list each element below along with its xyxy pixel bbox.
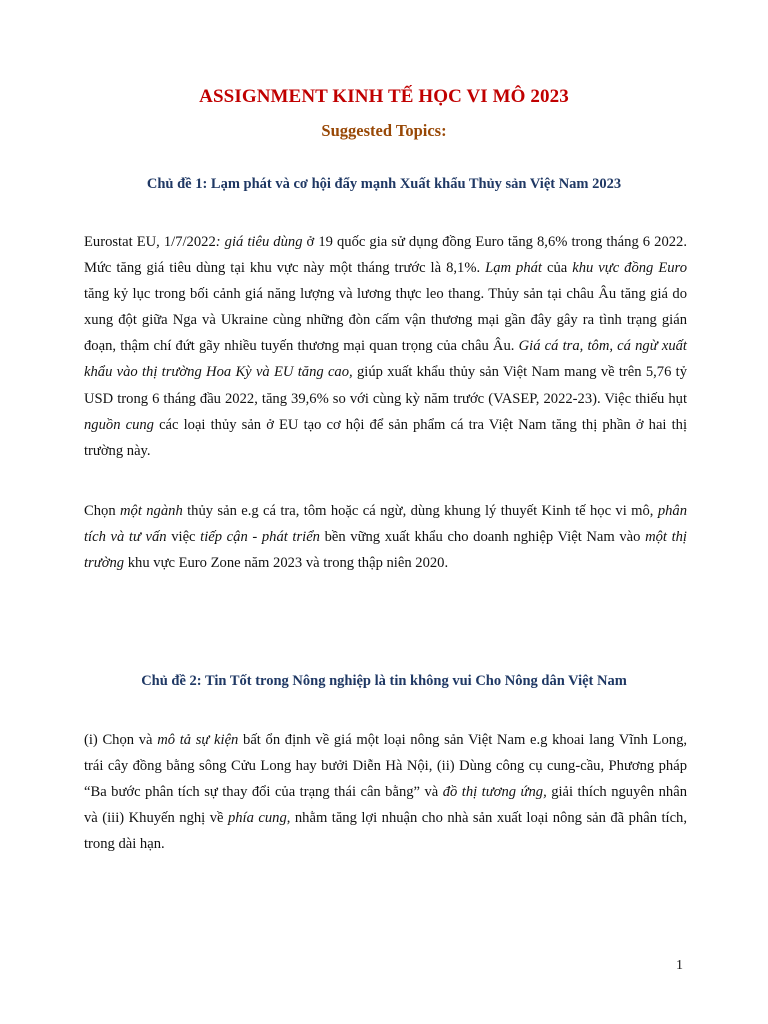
text-run: khu vực đồng Euro xyxy=(572,260,687,277)
text-run: ở 19 quốc gia sử dụng đồng Euro tăng 8,6% trong tháng 6 2022. Mức tăng giá tiêu dùng tại khu vực này một tháng trước là 8,1%. xyxy=(84,234,687,277)
text-run: , nhằm tăng lợi nhuận cho nhà sản xuất loại nông sản đã phân tích, trong dài hạn. xyxy=(84,810,687,853)
text-run: đồ thị tương ứng, xyxy=(442,784,547,801)
page-number: 1 xyxy=(676,958,683,973)
topic-1-heading: Chủ đề 1: Lạm phát và cơ hội đẩy mạnh Xuất khẩu Thủy sản Việt Nam 2023 xyxy=(146,176,622,192)
topic-1-paragraph-2 xyxy=(84,498,687,576)
text-run: phía cung xyxy=(227,810,287,827)
text-run: một thị trường xyxy=(84,529,687,572)
text-run: của xyxy=(542,260,573,277)
text-run: khu vực Euro Zone năm 2023 và trong thập niên 2020. xyxy=(124,555,449,572)
text-run: nguồn cung xyxy=(84,416,154,433)
text-run: thủy sản e.g cá tra, tôm hoặc cá ngừ, dùng khung lý thuyết Kinh tế học vi mô, xyxy=(182,503,658,519)
text-run: Giá cá tra, tôm, cá ngừ xuất khẩu vào thị trường Hoa Kỳ và EU tăng cao, xyxy=(84,338,687,381)
topic-2-heading: Chủ đề 2: Tin Tốt trong Nông nghiệp là tin không vui Cho Nông dân Việt Nam xyxy=(141,673,627,689)
text-run: Eurostat EU, 1/7/2022 xyxy=(84,234,216,250)
topic-1-paragraph-1 xyxy=(84,229,687,464)
document-subtitle: Suggested Topics: xyxy=(321,121,447,140)
text-run: một ngành xyxy=(120,503,183,519)
text-run: Lạm phát xyxy=(485,260,542,277)
text-run: giúp xuất khẩu thủy sản Việt Nam mang về trên 5,76 tỷ USD trong 6 tháng đầu 2022, tăng 39,6% so với cùng kỳ năm trước (VASEP, 2022-23). Việc thiếu hụt xyxy=(84,364,688,407)
document-title: ASSIGNMENT KINH TẾ HỌC VI MÔ 2023 xyxy=(199,86,569,107)
topic-2-paragraph-1 xyxy=(84,727,687,857)
text-run: tiếp cận - phát triển xyxy=(200,529,320,546)
text-run: bền vững xuất khẩu cho doanh nghiệp Việt Nam vào xyxy=(319,529,646,546)
text-run: giải thích nguyên nhân và (iii) Khuyến nghị về xyxy=(84,784,687,827)
text-run: các loại thủy sản ở EU tạo cơ hội để sản phẩm cá tra Việt Nam tăng thị phần ở hai thị trường này. xyxy=(84,416,687,459)
text-run: : giá tiêu dùng xyxy=(215,234,303,250)
text-run: Chọn xyxy=(84,503,120,519)
text-run: phân tích và tư vấn xyxy=(84,503,688,546)
text-run: bất ổn định về giá một loại nông sản Việt Nam e.g khoai lang Vĩnh Long, trái cây đồng bằng sông Cửu Long hay bưởi Diễn Hà Nội, (ii) Dùng công cụ cung-cầu, Phương pháp “Ba bước phân tích sự thay đổi của trạng thái cân bằng” và xyxy=(84,732,688,801)
text-run: tăng kỷ lục trong bối cảnh giá năng lượng và lương thực leo thang. Thủy sản tại châu Âu tăng giá do xung đột giữa Nga và Ukraine cùng những đòn cấm vận thương mại gần đây gây ra tình trạng gián đoạn, thậm chí đứt gãy nhiều tuyến thương mại quan trọng của châu Âu. xyxy=(84,286,687,355)
text-run: việc xyxy=(166,529,201,546)
text-run: mô tả sự kiện xyxy=(157,732,239,748)
text-run: (i) Chọn và xyxy=(84,732,158,748)
